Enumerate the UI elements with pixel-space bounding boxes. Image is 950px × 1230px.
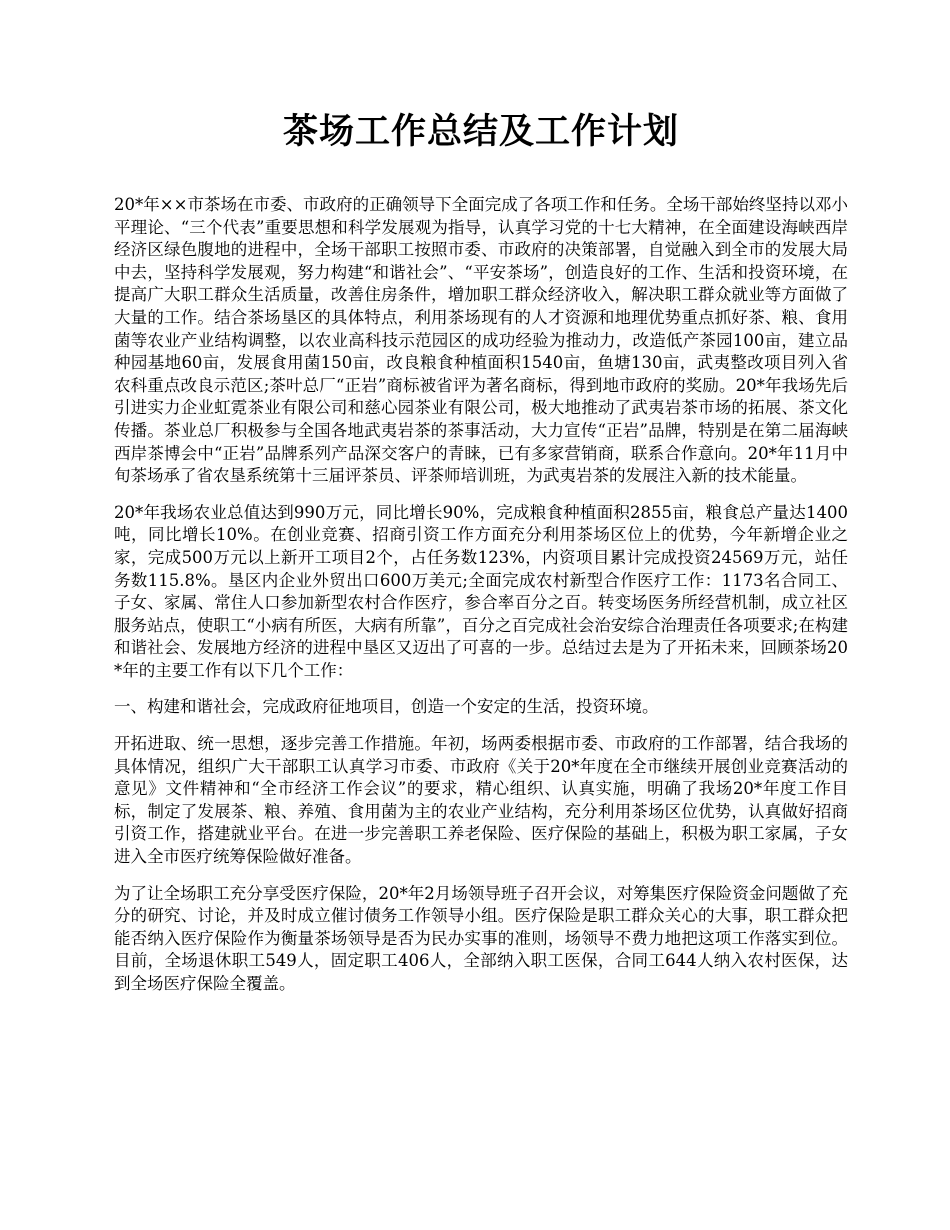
paragraph-medical-insurance: 为了让全场职工充分享受医疗保险，20*年2月场领导班子召开会议，对筹集医疗保险资金问题做了充分的研究、讨论，并及时成立催讨债务工作领导小组。医疗保险是职工群众关心的大事，职工群众把能否纳入医疗保险作为衡量茶场领导是否为民办实事的准则，场领导不费力地把这项工作落实到位。目前，全场退休职工549人，固定职工406人，全部纳入职工医保，合同工644人纳入农村医保，达到全场医疗保险全覆盖。 bbox=[114, 883, 848, 993]
section-heading-one: 一、构建和谐社会，完成政府征地项目，创造一个安定的生活，投资环境。 bbox=[114, 697, 659, 717]
document-title: 茶场工作总结及工作计划 bbox=[282, 111, 679, 152]
document-page bbox=[114, 108, 848, 1010]
paragraph-intro: 20*年××市茶场在市委、市政府的正确领导下全面完成了各项工作和任务。全场干部始终坚持以邓小平理论、“三个代表”重要思想和科学发展观为指导，认真学习党的十七大精神，在全面建设海峡西岸经济区绿色腹地的进程中，全场干部职工按照市委、市政府的决策部署，自觉融入到全市的发展大局中去，坚持科学发展观，努力构建“和谐社会”、“平安茶场”，创造良好的工作、生活和投资环境，在提高广大职工群众生活质量，改善住房条件，增加职工群众经济收入，解决职工群众就业等方面做了大量的工作。结合茶场垦区的具体特点，利用茶场现有的人才资源和地理优势重点抓好茶、粮、食用菌等农业产业结构调整，以农业高科技示范园区的成功经验为推动力，改造低产茶园100亩，建立品种园基地60亩，发展食用菌150亩，改良粮食种植面积1540亩，鱼塘130亩，武夷整改项目列入省农科重点改良示范区;茶叶总厂“正岩”商标被省评为著名商标，得到地市政府的奖励。20*年我场先后引进实力企业虹霓茶业有限公司和慈心园茶业有限公司，极大地推动了武夷岩茶市场的拓展、茶文化传播。茶业总厂积极参与全国各地武夷岩茶的茶事活动，大力宣传“正岩”品牌，特别是在第二届海峡西岸茶博会中“正岩”品牌系列产品深交客户的青睐，已有多家营销商，联系合作意向。20*年11月中旬茶场承了省农垦系统第十三届评茶员、评茶师培训班，为武夷岩茶的发展注入新的技术能量。 bbox=[114, 195, 848, 486]
paragraph-measures: 开拓进取、统一思想，逐步完善工作措施。年初，场两委根据市委、市政府的工作部署，结合我场的具体情况，组织广大干部职工认真学习市委、市政府《关于20*年度在全市继续开展创业竞赛活动的意见》文件精神和“全市经济工作会议”的要求，精心组织、认真实施，明确了我场20*年度工作目标，制定了发展茶、粮、养殖、食用菌为主的农业产业结构，充分利用茶场区位优势，认真做好招商引资工作，搭建就业平台。在进一步完善职工养老保险、医疗保险的基础上，积极为职工家属，子女进入全市医疗统筹保险做好准备。 bbox=[114, 734, 848, 867]
paragraph-statistics: 20*年我场农业总值达到990万元，同比增长90%，完成粮食种植面积2855亩，粮食总产量达1400吨，同比增长10%。在创业竞赛、招商引资工作方面充分利用茶场区位上的优势，今年新增企业之家，完成500万元以上新开工项目2个，占任务数123%，内资项目累计完成投资24569万元，站任务数115.8%。垦区内企业外贸出口600万美元;全面完成农村新型合作医疗工作：1173名合同工、子女、家属、常住人口参加新型农村合作医疗，参合率百分之百。转变场医务所经营机制，成立社区服务站点，使职工“小病有所医，大病有所靠”，百分之百完成社会治安综合治理责任各项要求;在构建和谐社会、发展地方经济的进程中垦区又迈出了可喜的一步。总结过去是为了开拓未来，回顾茶场20*年的主要工作有以下几个工作： bbox=[114, 502, 848, 680]
